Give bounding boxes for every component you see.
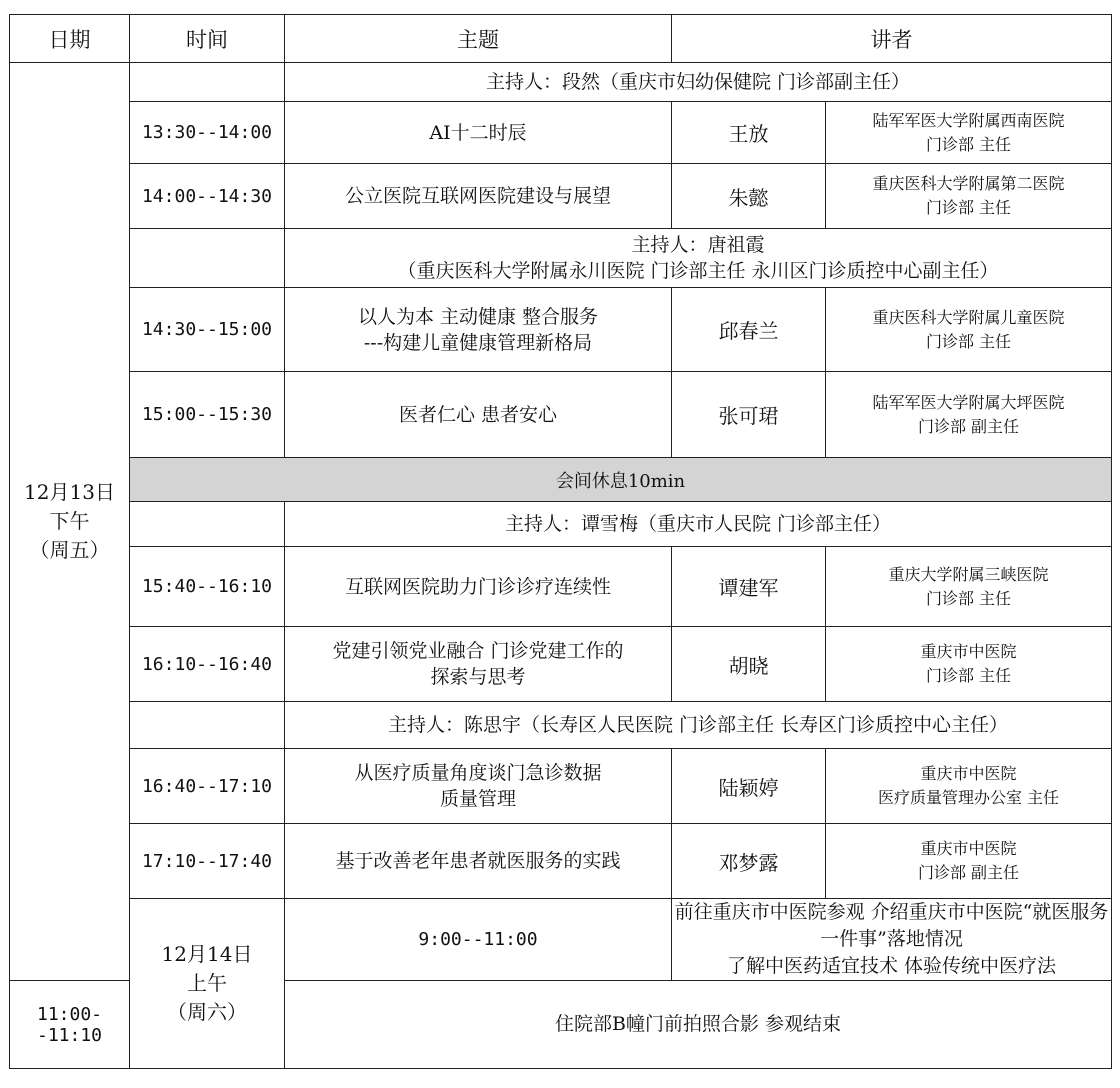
topic-line: 从医疗质量角度谈门急诊数据 [354, 762, 602, 784]
talk-speaker: 王放 [672, 102, 826, 164]
date-line: （周六） [167, 1000, 247, 1024]
talk-time: 15:00--15:30 [130, 372, 285, 458]
org-line: 门诊部 主任 [925, 666, 1012, 685]
empty-time-cell [130, 63, 285, 102]
talk-topic [285, 627, 672, 702]
org-line: 门诊部 主任 [925, 134, 1012, 154]
org-line: 医疗质量管理办公室 主任 [877, 788, 1060, 807]
talk-speaker: 张可珺 [672, 372, 826, 458]
org-line: 重庆医科大学附属儿童医院 [872, 307, 1065, 327]
header-date: 日期 [10, 15, 130, 63]
break-row [10, 458, 1112, 502]
talk-topic [285, 372, 672, 458]
talk-row [10, 627, 1112, 702]
topic-line: 医者仁心 患者安心 [398, 403, 558, 426]
talk-row [10, 547, 1112, 627]
talk-org [826, 547, 1112, 627]
talk-speaker: 陆颖婷 [672, 749, 826, 824]
host-row [10, 63, 1112, 102]
host-cell [285, 229, 1112, 288]
schedule-table [9, 14, 1112, 1069]
topic-line: 以人为本 主动健康 整合服务 [357, 305, 599, 328]
talk-org [826, 288, 1112, 372]
talk-row [10, 372, 1112, 458]
header-speaker: 讲者 [672, 15, 1112, 63]
talk-topic [285, 102, 672, 164]
visit-line: 了解中医药适宜技术 体验传统中医疗法 [726, 955, 1057, 977]
date-cell-day1 [10, 63, 130, 981]
visit-line: 前往重庆市中医院参观 介绍重庆市中医院“就医服务一件事”落地情况 [674, 901, 1109, 950]
visit-line: 住院部B幢门前拍照合影 参观结束 [554, 1013, 841, 1035]
talk-time: 14:00--14:30 [130, 164, 285, 229]
org-line: 陆军军医大学附属大坪医院 [872, 392, 1065, 412]
visit-time: 9:00--11:00 [285, 899, 672, 981]
talk-org [826, 824, 1112, 899]
header-time: 时间 [130, 15, 285, 63]
date-line: 12月13日 [24, 480, 115, 504]
date-line: 上午 [187, 971, 227, 995]
visit-row [10, 899, 1112, 981]
topic-line: AI十二时辰 [429, 121, 527, 144]
org-line: 重庆市中医院 [920, 764, 1017, 783]
talk-speaker: 朱懿 [672, 164, 826, 229]
talk-speaker: 谭建军 [672, 547, 826, 627]
talk-topic [285, 288, 672, 372]
topic-line: 公立医院互联网医院建设与展望 [344, 185, 611, 207]
talk-speaker: 邓梦露 [672, 824, 826, 899]
talk-topic [285, 824, 672, 899]
visit-text [285, 981, 1112, 1069]
topic-line: 基于改善老年患者就医服务的实践 [335, 850, 621, 872]
org-line: 门诊部 主任 [925, 588, 1012, 608]
date-cell-day2 [130, 899, 285, 1069]
empty-time-cell [130, 229, 285, 288]
date-line: （周五） [29, 538, 110, 562]
talk-speaker: 邱春兰 [672, 288, 826, 372]
host-cell: 主持人：谭雪梅（重庆市人民院 门诊部主任） [285, 502, 1112, 547]
talk-row [10, 749, 1112, 824]
date-line: 12月14日 [161, 942, 253, 966]
talk-org [826, 749, 1112, 824]
talk-org [826, 627, 1112, 702]
host-row [10, 229, 1112, 288]
org-line: 重庆市中医院 [920, 839, 1017, 858]
host-line: 主持人：唐祖霞 [631, 234, 765, 256]
org-line: 门诊部 副主任 [917, 863, 1020, 882]
topic-line: 质量管理 [439, 788, 516, 810]
talk-topic [285, 164, 672, 229]
org-line: 重庆医科大学附属第二医院 [872, 174, 1065, 193]
org-line: 门诊部 主任 [925, 331, 1012, 351]
org-line: 陆军军医大学附属西南医院 [872, 110, 1065, 130]
topic-line: 探索与思考 [430, 666, 526, 688]
topic-line: 互联网医院助力门诊诊疗连续性 [344, 575, 611, 598]
topic-line: 党建引领党业融合 门诊党建工作的 [332, 640, 624, 662]
talk-time: 15:40--16:10 [130, 547, 285, 627]
talk-topic [285, 749, 672, 824]
talk-time: 13:30--14:00 [130, 102, 285, 164]
talk-speaker: 胡晓 [672, 627, 826, 702]
talk-time: 14:30--15:00 [130, 288, 285, 372]
talk-time: 17:10--17:40 [130, 824, 285, 899]
host-cell: 主持人：陈思宇（长寿区人民医院 门诊部主任 长寿区门诊质控中心主任） [285, 702, 1112, 749]
topic-line: ---构建儿童健康管理新格局 [363, 331, 593, 354]
date-line: 下午 [49, 509, 90, 533]
talk-time: 16:10--16:40 [130, 627, 285, 702]
talk-row [10, 164, 1112, 229]
talk-row [10, 824, 1112, 899]
break-cell: 会间休息10min [130, 458, 1112, 502]
org-line: 门诊部 主任 [925, 198, 1012, 217]
org-line: 重庆市中医院 [920, 642, 1017, 661]
talk-time: 16:40--17:10 [130, 749, 285, 824]
talk-org [826, 102, 1112, 164]
org-line: 重庆大学附属三峡医院 [888, 564, 1049, 584]
header-row [10, 15, 1112, 63]
visit-text [672, 899, 1112, 981]
header-topic: 主题 [285, 15, 672, 63]
host-line: （重庆医科大学附属永川医院 门诊部主任 永川区门诊质控中心副主任） [397, 260, 999, 282]
host-row [10, 502, 1112, 547]
host-cell: 主持人：段然（重庆市妇幼保健院 门诊部副主任） [285, 63, 1112, 102]
host-row [10, 702, 1112, 749]
empty-time-cell [130, 502, 285, 547]
empty-time-cell [130, 702, 285, 749]
talk-org [826, 372, 1112, 458]
visit-time: 11:00--11:10 [10, 981, 130, 1069]
talk-row [10, 288, 1112, 372]
talk-row [10, 102, 1112, 164]
org-line: 门诊部 副主任 [917, 416, 1020, 436]
talk-org [826, 164, 1112, 229]
talk-topic [285, 547, 672, 627]
